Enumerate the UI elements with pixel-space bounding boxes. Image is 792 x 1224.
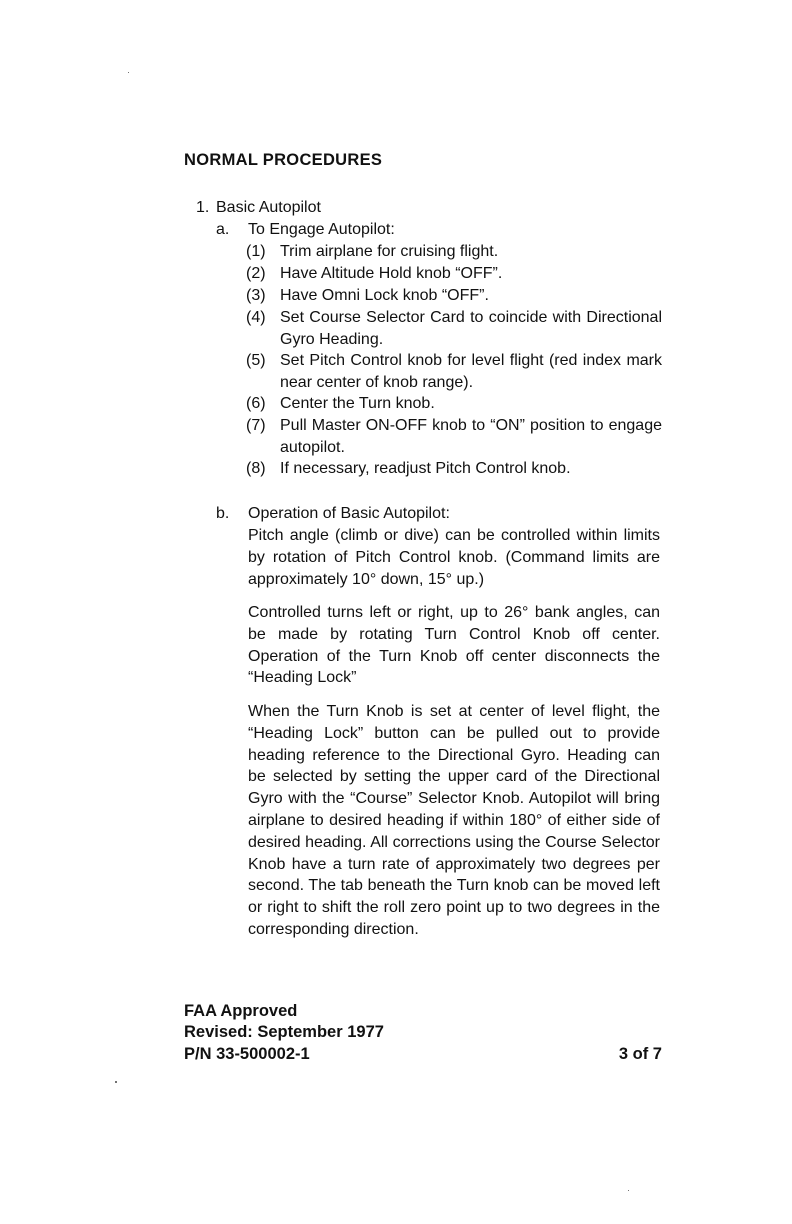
subsection-a-title: To Engage Autopilot: [248,221,395,238]
footer-approval: FAA Approved [184,1002,298,1020]
footer-part-number: P/N 33-500002-1 [184,1045,310,1063]
item-number: 1. [196,199,210,216]
step-number: (7) [246,417,266,434]
step-number: (1) [246,243,266,260]
item-title: Basic Autopilot [216,199,321,216]
paragraph-heading-lock: When the Turn Knob is set at center of level flight, the “Heading Lock” button can be pulled out to provide heading reference to the Directional Gyro. Heading can be selected by setting the upper card of the Directional Gyro with the “Course” Selector Knob. Autopilot will bring airplane to desired heading if within 180° of either side of desired heading. All corrections using the Course Selector Knob have a turn rate of approximately two degrees per second. The tab beneath the Turn knob can be moved left or right to shift the roll zero point up to two degrees in the corresponding direction. [248,703,660,938]
step-text: Pull Master ON-OFF knob to “ON” position to engage autopilot. [280,417,662,456]
section-heading: NORMAL PROCEDURES [184,151,383,169]
step-text: Set Course Selector Card to coincide with Directional Gyro Heading. [280,309,662,348]
step-text: Center the Turn knob. [280,395,435,412]
step-text: If necessary, readjust Pitch Control knob. [280,460,571,477]
scan-speck [115,1081,117,1083]
scan-speck [628,1190,629,1191]
step-number: (4) [246,309,266,326]
scan-speck [128,72,129,73]
step-text: Have Altitude Hold knob “OFF”. [280,265,503,282]
subsection-a-letter: a. [216,221,230,238]
paragraph-pitch: Pitch angle (climb or dive) can be controlled within limits by rotation of Pitch Control knob. (Command limits are approximately 10° down, 15° up.) [248,527,660,588]
footer-revision: Revised: September 1977 [184,1023,384,1041]
step-number: (6) [246,395,266,412]
step-number: (2) [246,265,266,282]
step-text: Set Pitch Control knob for level flight (red index mark near center of knob range). [280,352,662,391]
step-text: Have Omni Lock knob “OFF”. [280,287,489,304]
step-number: (5) [246,352,266,369]
step-number: (8) [246,460,266,477]
subsection-b-title: Operation of Basic Autopilot: [248,505,450,522]
subsection-b-letter: b. [216,505,230,522]
paragraph-turns: Controlled turns left or right, up to 26° bank angles, can be made by rotating Turn Control Knob off center. Operation of the Turn Knob off center disconnects the “Heading Lock” [248,604,660,687]
step-text: Trim airplane for cruising flight. [280,243,499,260]
step-number: (3) [246,287,266,304]
page-number: 3 of 7 [618,1045,662,1063]
